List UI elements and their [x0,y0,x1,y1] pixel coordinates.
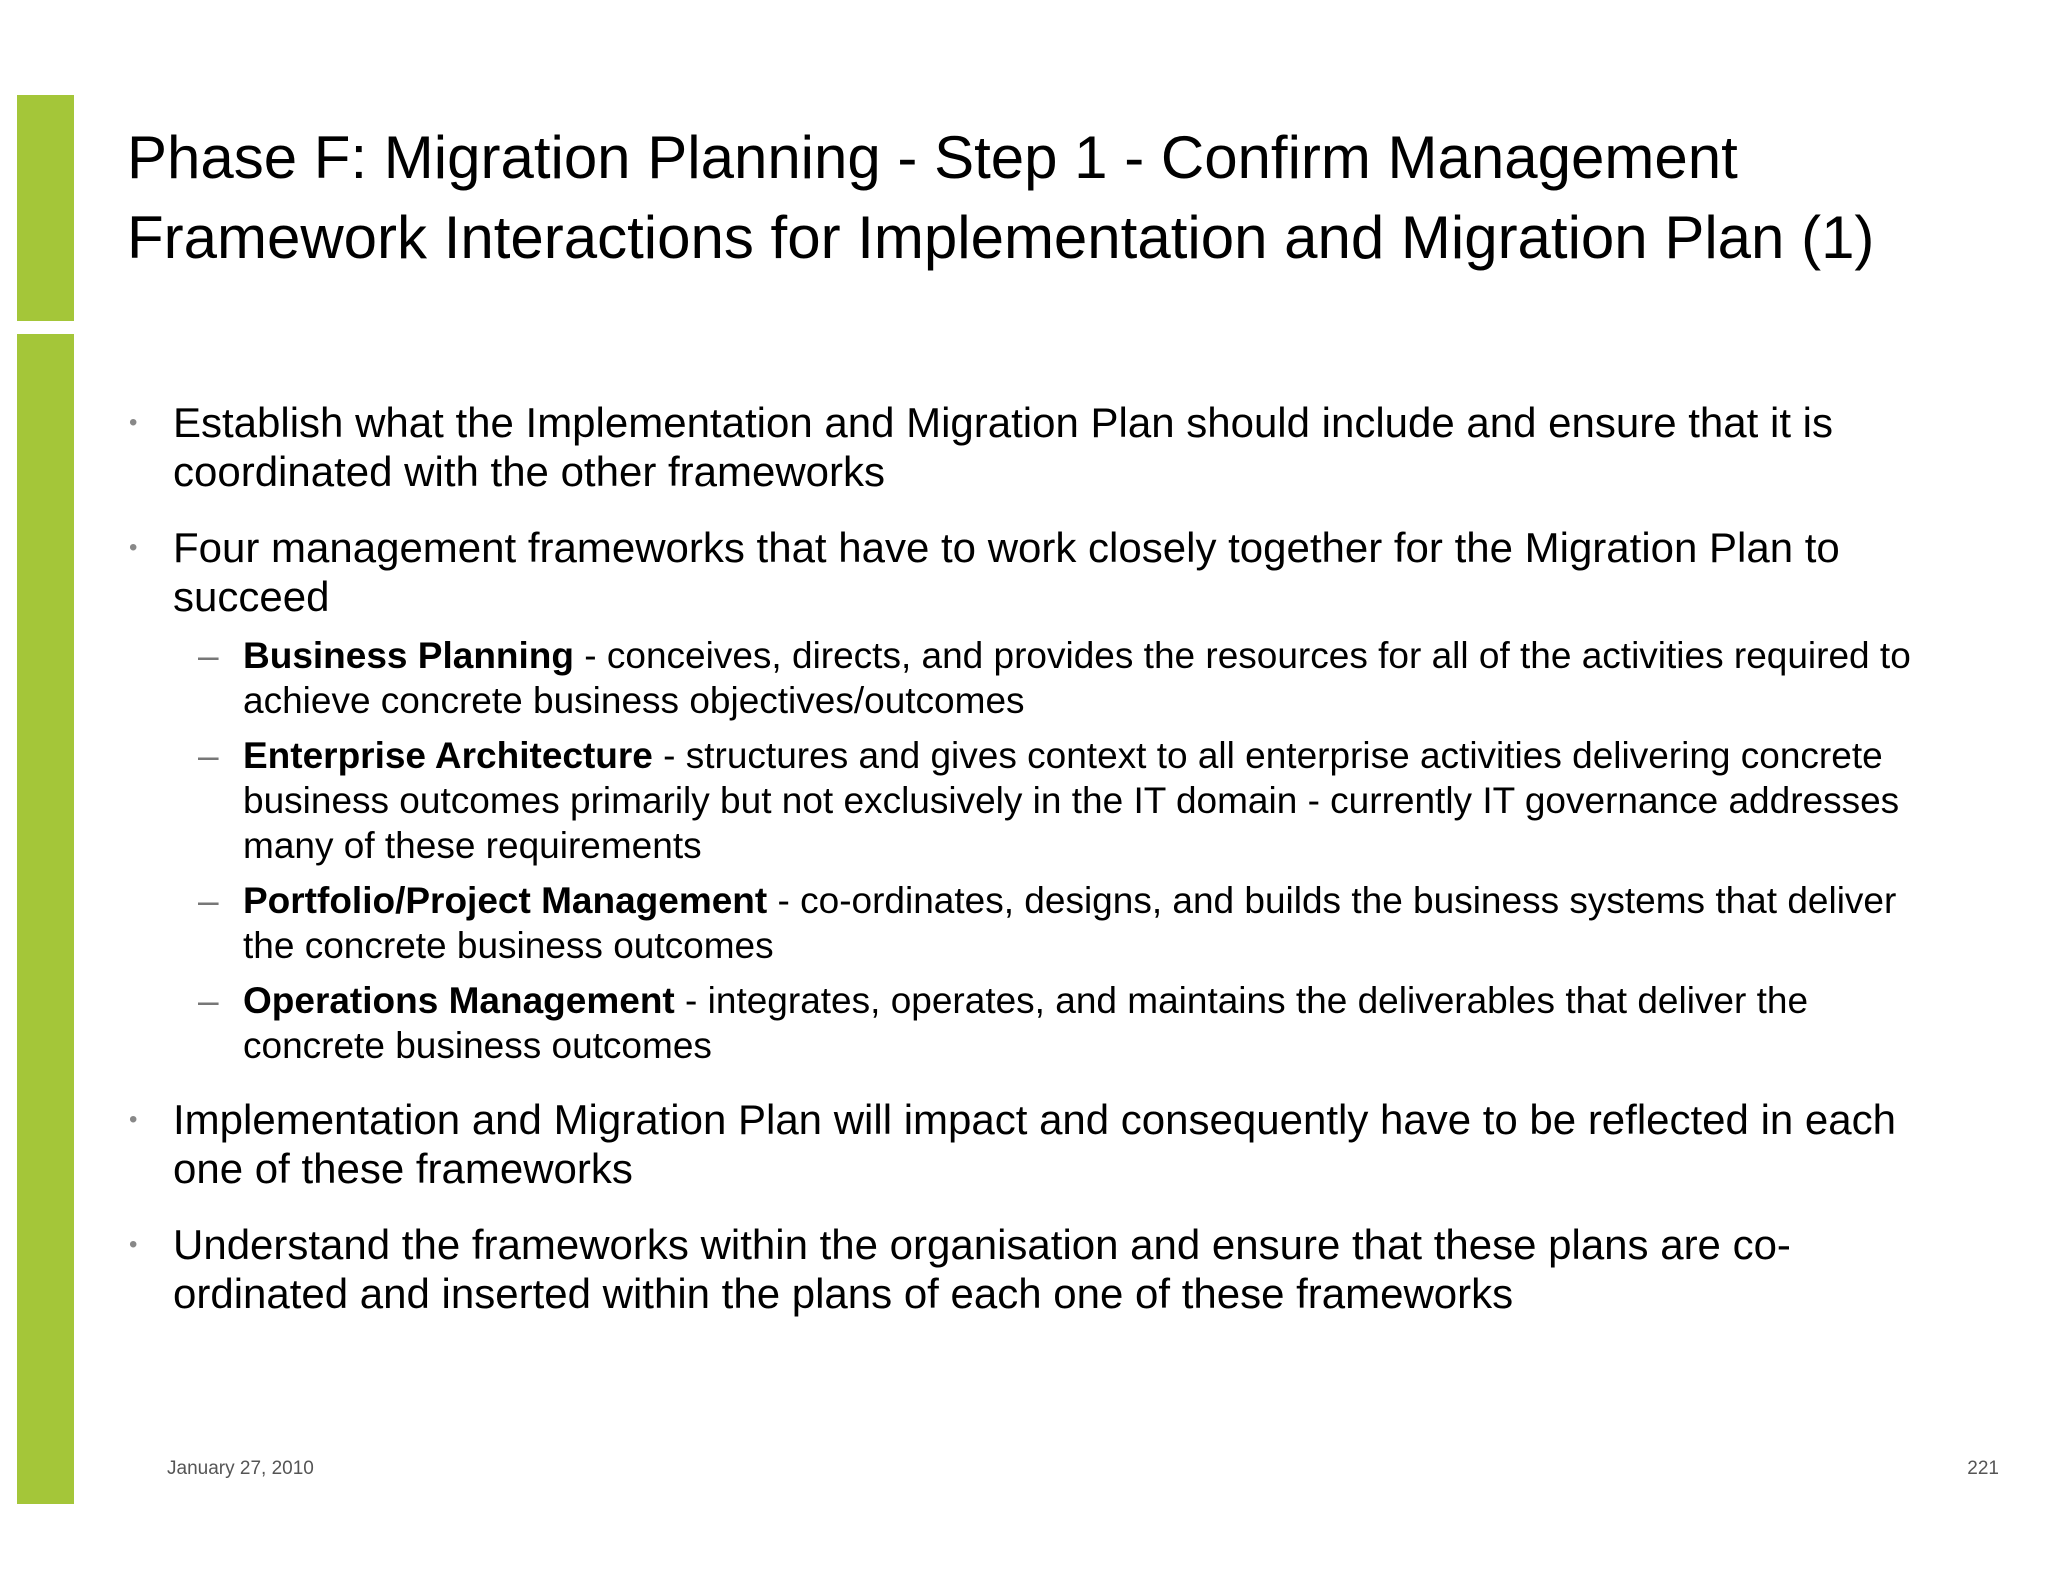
accent-bar-top [17,95,74,321]
bullet-text: Establish what the Implementation and Migration Plan should include and ensure that it is coordinated with the other frameworks [173,399,1833,495]
bullet-item [127,1220,1947,1318]
sub-bullet-term: Portfolio/Project Management [243,880,768,921]
dash-icon: – [198,980,219,1021]
bullet-dot-icon: • [129,1231,138,1258]
bullet-item [127,398,1947,496]
bullet-text: Four management frameworks that have to work closely together for the Migration Plan to succeed [173,524,1840,620]
slide-body [127,398,1947,1345]
sub-bullet-term: Operations Management [243,980,675,1021]
sub-bullet-term: Enterprise Architecture [243,735,653,776]
bullet-dot-icon: • [129,409,138,436]
sub-bullet-desc: - integrates, operates, and maintains the deliverables that deliver the concrete business outcomes [243,980,1809,1066]
sub-bullet-list [173,633,1947,1068]
sub-bullet-item [173,978,1947,1068]
page-number: 221 [1967,1458,1999,1479]
sub-bullet-desc: - co-ordinates, designs, and builds the business systems that deliver the concrete business outcomes [243,880,1897,966]
bullet-dot-icon: • [129,534,138,561]
dash-icon: – [198,635,219,676]
bullet-text: Understand the frameworks within the organisation and ensure that these plans are co-ordinated and inserted within the plans of each one of these frameworks [173,1221,1791,1317]
accent-bar-bottom [17,334,74,1504]
sub-bullet-item [173,878,1947,968]
sub-bullet-desc: - structures and gives context to all enterprise activities delivering concrete business outcomes primarily but not exclusively in the IT domain - currently IT governance addresses many of these requirements [243,735,1900,866]
sub-bullet-item [173,633,1947,723]
bullet-item [127,523,1947,1068]
sub-bullet-desc: - conceives, directs, and provides the resources for all of the activities required to achieve concrete business objectives/outcomes [243,635,1911,721]
bullet-text: Implementation and Migration Plan will impact and consequently have to be reflected in each one of these frameworks [173,1096,1897,1192]
bullet-item [127,1095,1947,1193]
dash-icon: – [198,880,219,921]
slide-title: Phase F: Migration Planning - Step 1 - Confirm Management Framework Interactions for Implementation and Migration Plan (1) [127,124,1875,271]
footer-date: January 27, 2010 [167,1458,314,1479]
sub-bullet-item [173,733,1947,868]
bullet-list [127,398,1947,1318]
bullet-dot-icon: • [129,1106,138,1133]
dash-icon: – [198,735,219,776]
sub-bullet-term: Business Planning [243,635,575,676]
